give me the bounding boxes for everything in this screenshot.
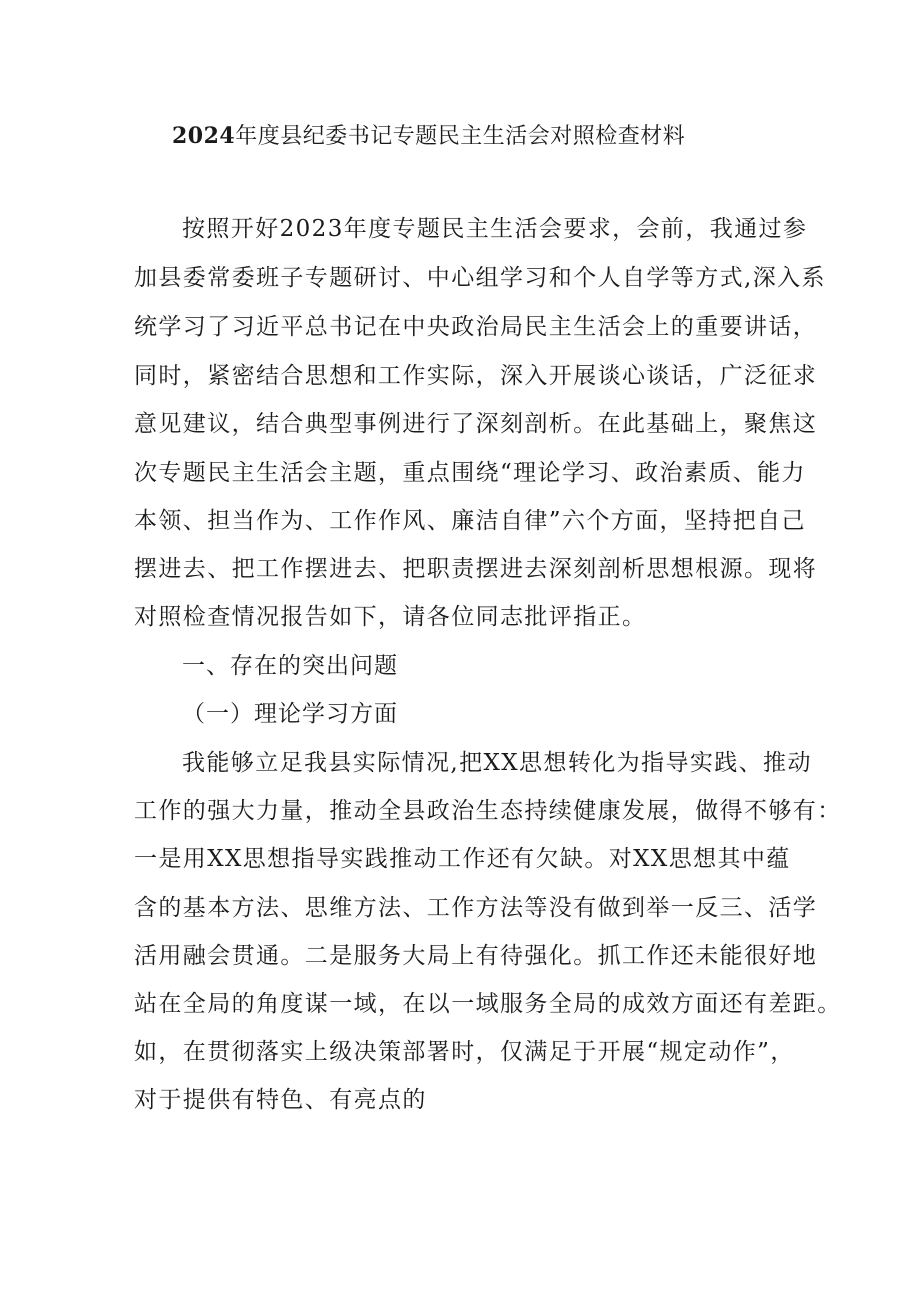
intro-line: 摆进去、把工作摆进去、把职责摆进去深刻剖析思想根源。现将 — [134, 556, 818, 582]
intro-line: 统学习了习近平总书记在中央政治局民主生活会上的重要讲话， — [134, 314, 818, 340]
intro-line: 本领、担当作为、工作作风、廉洁自律”六个方面，坚持把自己 — [134, 508, 806, 534]
title-text: 年度县纪委书记专题民主生活会对照检查材料 — [235, 124, 686, 149]
body-line: 如，在贯彻落实上级决策部署时，仅满足于开展“规定动作”， — [134, 1039, 795, 1065]
document-title — [172, 118, 685, 155]
body-line: 活用融会贯通。二是服务大局上有待强化。抓工作还未能很好地 — [134, 943, 818, 969]
body-line: 工作的强大力量，推动全县政治生态持续健康发展，做得不够有： — [134, 798, 842, 824]
intro-line: 意见建议，结合典型事例进行了深刻剖析。在此基础上，聚焦这 — [134, 411, 818, 437]
intro-line: 对照检查情况报告如下，请各位同志批评指正。 — [134, 604, 647, 630]
title-year: 2024 — [172, 123, 236, 149]
section-heading: 一、存在的突出问题 — [182, 653, 398, 679]
body-line: 我能够立足我县实际情况,把XX思想转化为指导实践、推动 — [182, 750, 812, 776]
intro-line: 同时，紧密结合思想和工作实际，深入开展谈心谈话，广泛征求 — [134, 363, 818, 389]
body-line: 含的基本方法、思维方法、工作方法等没有做到举一反三、活学 — [134, 895, 818, 921]
subsection-heading: （一）理论学习方面 — [182, 701, 398, 727]
body-line: 站在全局的角度谋一域，在以一域服务全局的成效方面还有差距。 — [134, 991, 842, 1017]
body-line: 对于提供有特色、有亮点的 — [134, 1087, 427, 1113]
intro-line: 按照开好2023年度专题民主生活会要求，会前，我通过参 — [182, 216, 808, 242]
intro-line: 次专题民主生活会主题，重点围绕“理论学习、政治素质、能力 — [134, 460, 806, 486]
intro-line: 加县委常委班子专题研讨、中心组学习和个人自学等方式,深入系 — [134, 265, 826, 291]
body-line: 一是用XX思想指导实践推动工作还有欠缺。对XX思想其中蕴 — [134, 846, 791, 872]
